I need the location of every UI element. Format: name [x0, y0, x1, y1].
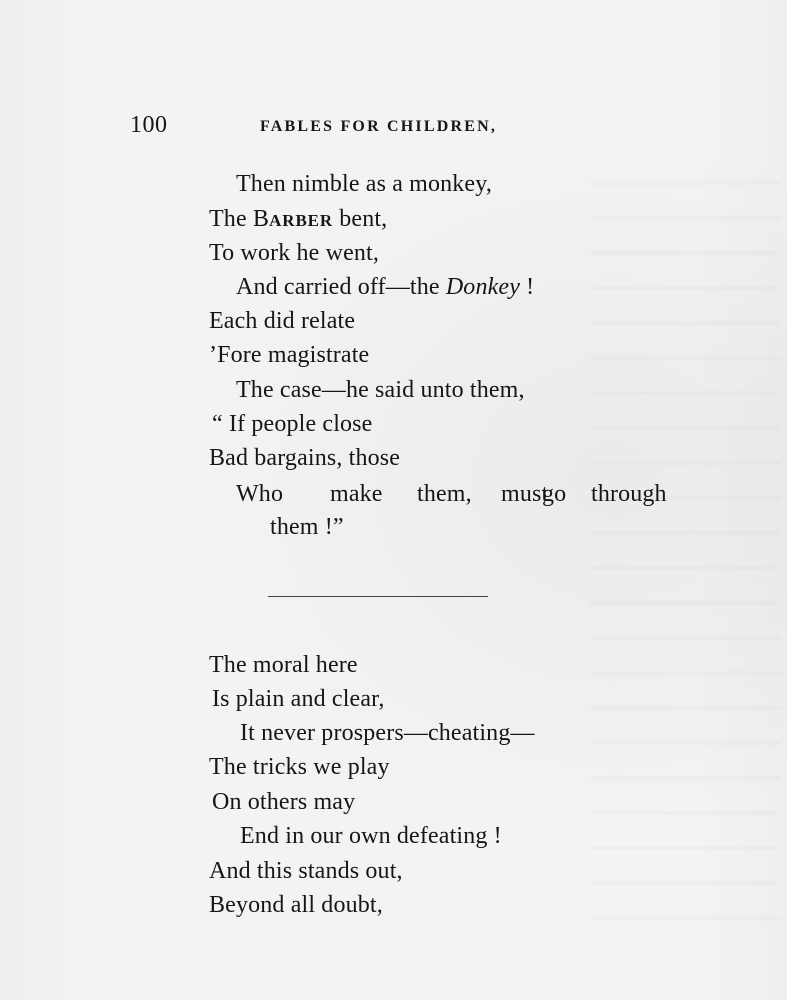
poem-line: Each did relate: [209, 308, 356, 334]
line-part: And carried off—the: [236, 274, 446, 300]
poem-line: [236, 273, 534, 301]
word: go: [542, 481, 567, 507]
poem-line: And this stands out,: [209, 858, 403, 884]
page-number: 100: [130, 112, 168, 138]
poem-line: To work he went,: [209, 240, 380, 266]
barber-first-letter: B: [252, 206, 270, 232]
word: must: [501, 481, 549, 507]
poem-line: [209, 205, 387, 235]
section-divider: [268, 596, 488, 597]
poem-line: “ If people close: [212, 411, 373, 437]
word: Who: [236, 481, 284, 507]
donkey-italic: Donkey: [445, 274, 521, 300]
running-title: FABLES FOR CHILDREN,: [260, 118, 498, 135]
poem-line: Then nimble as a monkey,: [236, 171, 492, 197]
word: make: [330, 481, 383, 507]
poem-line: ’Fore magistrate: [209, 342, 370, 368]
poem-line: them !”: [270, 514, 344, 540]
poem-line: Bad bargains, those: [209, 445, 401, 471]
line-part: !: [520, 274, 535, 300]
word: through: [591, 481, 667, 507]
poem-line: End in our own defeating !: [240, 823, 502, 849]
line-part: bent,: [333, 206, 388, 232]
poem-line: It never prospers—cheating—: [240, 720, 535, 746]
barber-smallcaps: ARBER: [269, 211, 334, 230]
poem-line: The moral here: [209, 652, 358, 678]
poem-line: The case—he said unto them,: [236, 377, 525, 403]
poem-line: The tricks we play: [209, 754, 390, 780]
poem-line: Beyond all doubt,: [209, 892, 383, 918]
line-part: The: [209, 206, 253, 232]
show-through-text: [590, 160, 780, 920]
poem-line: Is plain and clear,: [212, 686, 385, 712]
poem-line: On others may: [212, 789, 356, 815]
word: them,: [417, 481, 472, 507]
